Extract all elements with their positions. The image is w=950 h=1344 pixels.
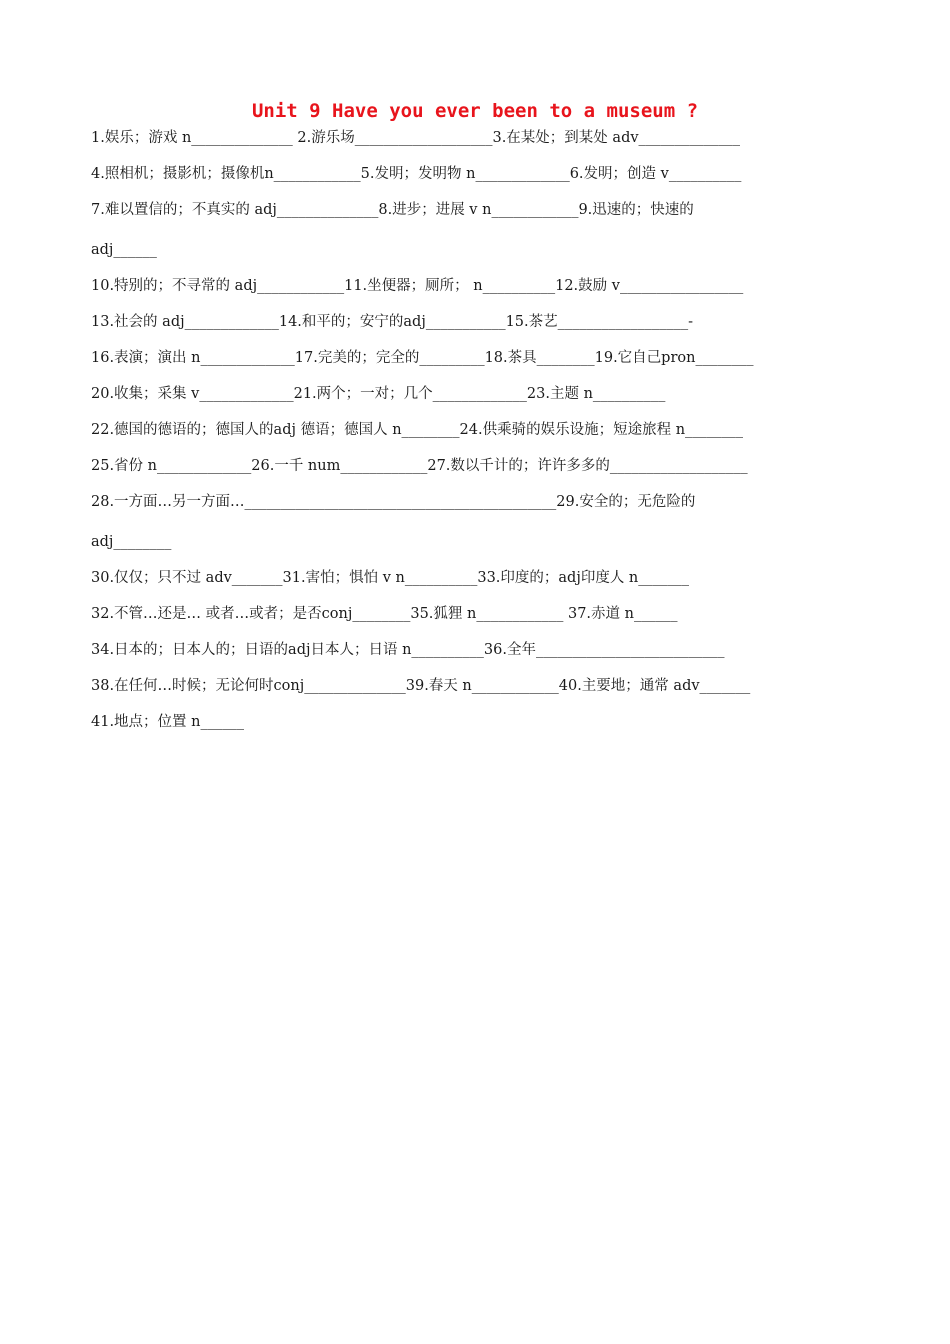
worksheet-line-text: 1.娱乐；游戏 n______________ 2.游乐场___________________3.在某处；到某处 adv______________	[91, 130, 741, 146]
worksheet-line	[91, 710, 871, 746]
worksheet-line-text: adj________	[91, 534, 172, 550]
page-title: Unit 9 Have you ever been to a museum ?	[251, 100, 699, 122]
worksheet-line-text: 28.一方面…另一方面…___________________________________________29.安全的；无危险的	[91, 494, 696, 510]
worksheet-line-text: 4.照相机；摄影机；摄像机n____________5.发明；发明物 n_____________6.发明；创造 v__________	[91, 166, 742, 182]
worksheet-line	[91, 602, 871, 638]
worksheet-line-text: 25.省份 n_____________26.一千 num____________27.数以千计的；许许多多的___________________	[91, 458, 748, 474]
worksheet-line	[91, 126, 871, 162]
worksheet-line-text: 32.不管…还是… 或者…或者；是否conj________35.狐狸 n____________ 37.赤道 n______	[91, 606, 678, 622]
worksheet-line-text: 38.在任何…时候；无论何时conj______________39.春天 n____________40.主要地；通常 adv_______	[91, 678, 751, 694]
worksheet-line	[91, 162, 871, 198]
worksheet-line-text: adj______	[91, 242, 157, 258]
worksheet-line	[91, 274, 871, 310]
vocabulary-worksheet	[91, 126, 871, 746]
worksheet-line-text: 10.特别的；不寻常的 adj____________11.坐便器；厕所； n__________12.鼓励 v_________________	[91, 278, 744, 294]
worksheet-line	[91, 382, 871, 418]
worksheet-line-text: 20.收集；采集 v_____________21.两个；一对；几个_____________23.主题 n__________	[91, 386, 666, 402]
worksheet-line-text: 41.地点；位置 n______	[91, 714, 245, 730]
worksheet-line	[91, 638, 871, 674]
worksheet-line-text: 7.难以置信的；不真实的 adj______________8.进步；进展 v n____________9.迅速的；快速的	[91, 202, 694, 218]
worksheet-line	[91, 566, 871, 602]
worksheet-line	[91, 310, 871, 346]
worksheet-line-text: 34.日本的；日本人的；日语的adj日本人；日语 n__________36.全年__________________________	[91, 642, 725, 658]
worksheet-line-text: 30.仅仅；只不过 adv_______31.害怕；惧怕 v n__________33.印度的；adj印度人 n_______	[91, 570, 690, 586]
worksheet-line-text: 22.德国的德语的；德国人的adj 德语；德国人 n________24.供乘骑的娱乐设施；短途旅程 n________	[91, 422, 744, 438]
worksheet-line	[91, 346, 871, 382]
worksheet-line	[91, 454, 871, 490]
worksheet-line-text: 13.社会的 adj_____________14.和平的；安宁的adj___________15.茶艺__________________-	[91, 314, 694, 330]
worksheet-line	[91, 674, 871, 710]
worksheet-line-text: 16.表演；演出 n_____________17.完美的；完全的_________18.茶具________19.它自己pron________	[91, 350, 754, 366]
worksheet-line	[91, 198, 871, 238]
worksheet-line	[91, 238, 871, 274]
worksheet-line	[91, 530, 871, 566]
worksheet-line	[91, 490, 871, 530]
worksheet-line	[91, 418, 871, 454]
